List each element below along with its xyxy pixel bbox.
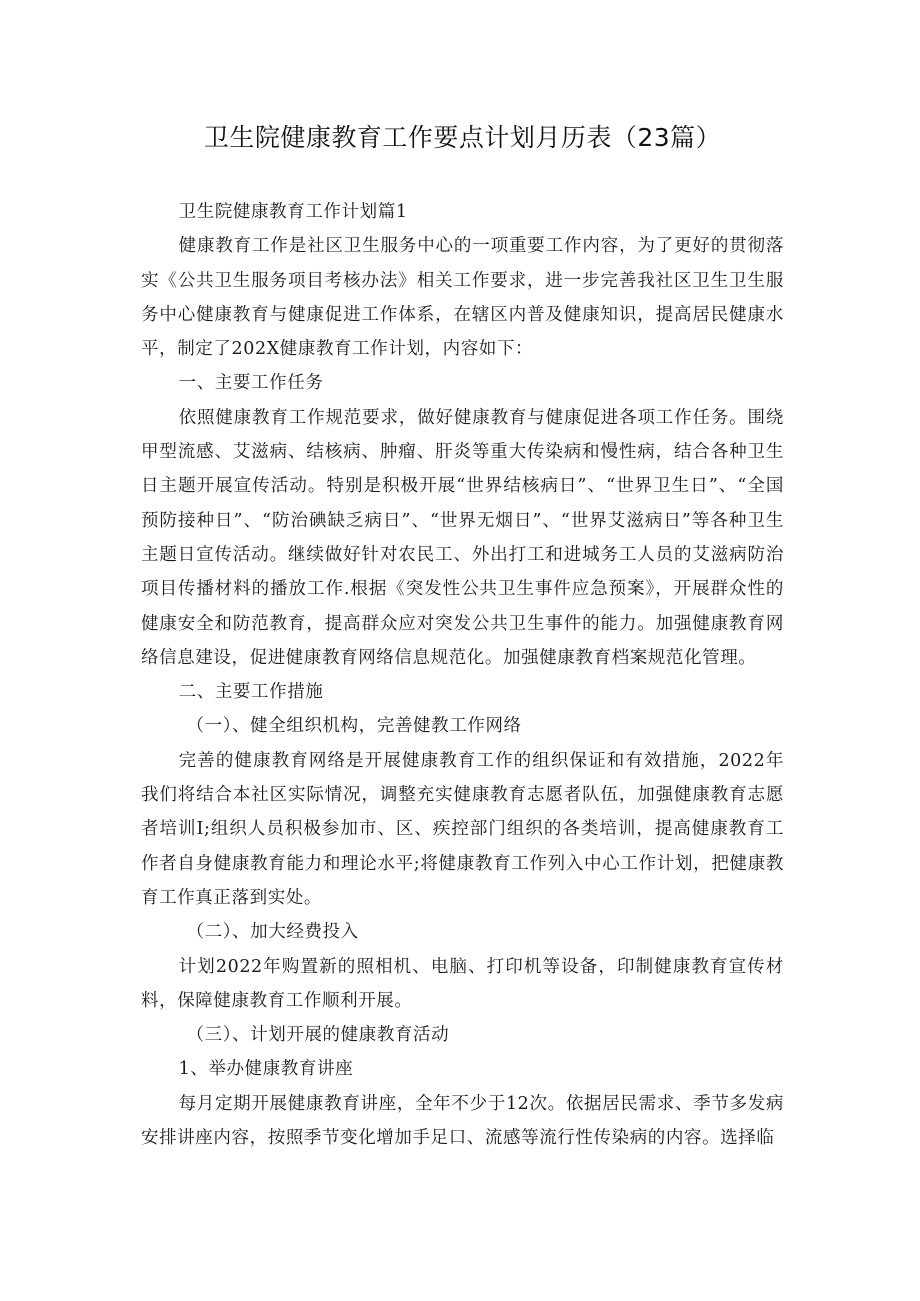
subsection-heading: （一）、健全组织机构，完善健教工作网络 xyxy=(186,716,522,737)
body-paragraph: 依照健康教育工作规范要求，做好健康教育与健康促进各项工作任务。围绕甲型流感、艾滋病、结核病、肿瘤、肝炎等重大传染病和慢性病，结合各种卫生日主题开展宣传活动。特别是积极开展“世界结核病日”、“世界卫生日”、“全国预防接种日”、“防治碘缺乏病日”、“世界无烟日”、“世界艾滋病日”等各种卫生主题日宣传活动。继续做好针对农民工、外出打工和进城务工人员的艾滋病防治项目传播材料的播放工作.根据《突发性公共卫生事件应急预案》，开展群众性的健康安全和防范教育，提高群众应对突发公共卫生事件的能力。加强健康教育网络信息建设，促进健康教育网络信息规范化。加强健康教育档案规范化管理。 xyxy=(141,407,784,668)
body-paragraph: 完善的健康教育网络是开展健康教育工作的组织保证和有效措施，2022年我们将结合本社区实际情况，调整充实健康教育志愿者队伍，加强健康教育志愿者培训I;组织人员积极参加市、区、疾控部门组织的各类培训，提高健康教育工作者自身健康教育能力和理论水平;将健康教育工作列入中心工作计划，把健康教育工作真正落到实处。 xyxy=(141,750,784,908)
body-paragraph: 每月定期开展健康教育讲座，全年不少于12次。依据居民需求、季节多发病安排讲座内容，按照季节变化增加手足口、流感等流行性传染病的内容。选择临 xyxy=(141,1093,784,1149)
section-heading: 二、主要工作措施 xyxy=(178,682,324,703)
subsection-heading: （二）、加大经费投入 xyxy=(186,922,359,943)
document-title: 卫生院健康教育工作要点计划月历表（23篇） xyxy=(203,123,722,152)
section-heading: 一、主要工作任务 xyxy=(178,373,324,394)
section-heading: 卫生院健康教育工作计划篇1 xyxy=(178,202,408,222)
body-paragraph: 计划2022年购置新的照相机、电脑、打印机等设备，印制健康教育宣传材料，保障健康教育工作顺利开展。 xyxy=(141,956,784,1011)
subsection-heading: （三）、计划开展的健康教育活动 xyxy=(186,1025,450,1046)
list-heading: 1、举办健康教育讲座 xyxy=(178,1059,354,1080)
body-paragraph: 健康教育工作是社区卫生服务中心的一项重要工作内容，为了更好的贯彻落实《公共卫生服务项目考核办法》相关工作要求，进一步完善我社区卫生卫生服务中心健康教育与健康促进工作体系，在辖区内普及健康知识，提高居民健康水平，制定了202X健康教育工作计划，内容如下： xyxy=(141,236,784,360)
